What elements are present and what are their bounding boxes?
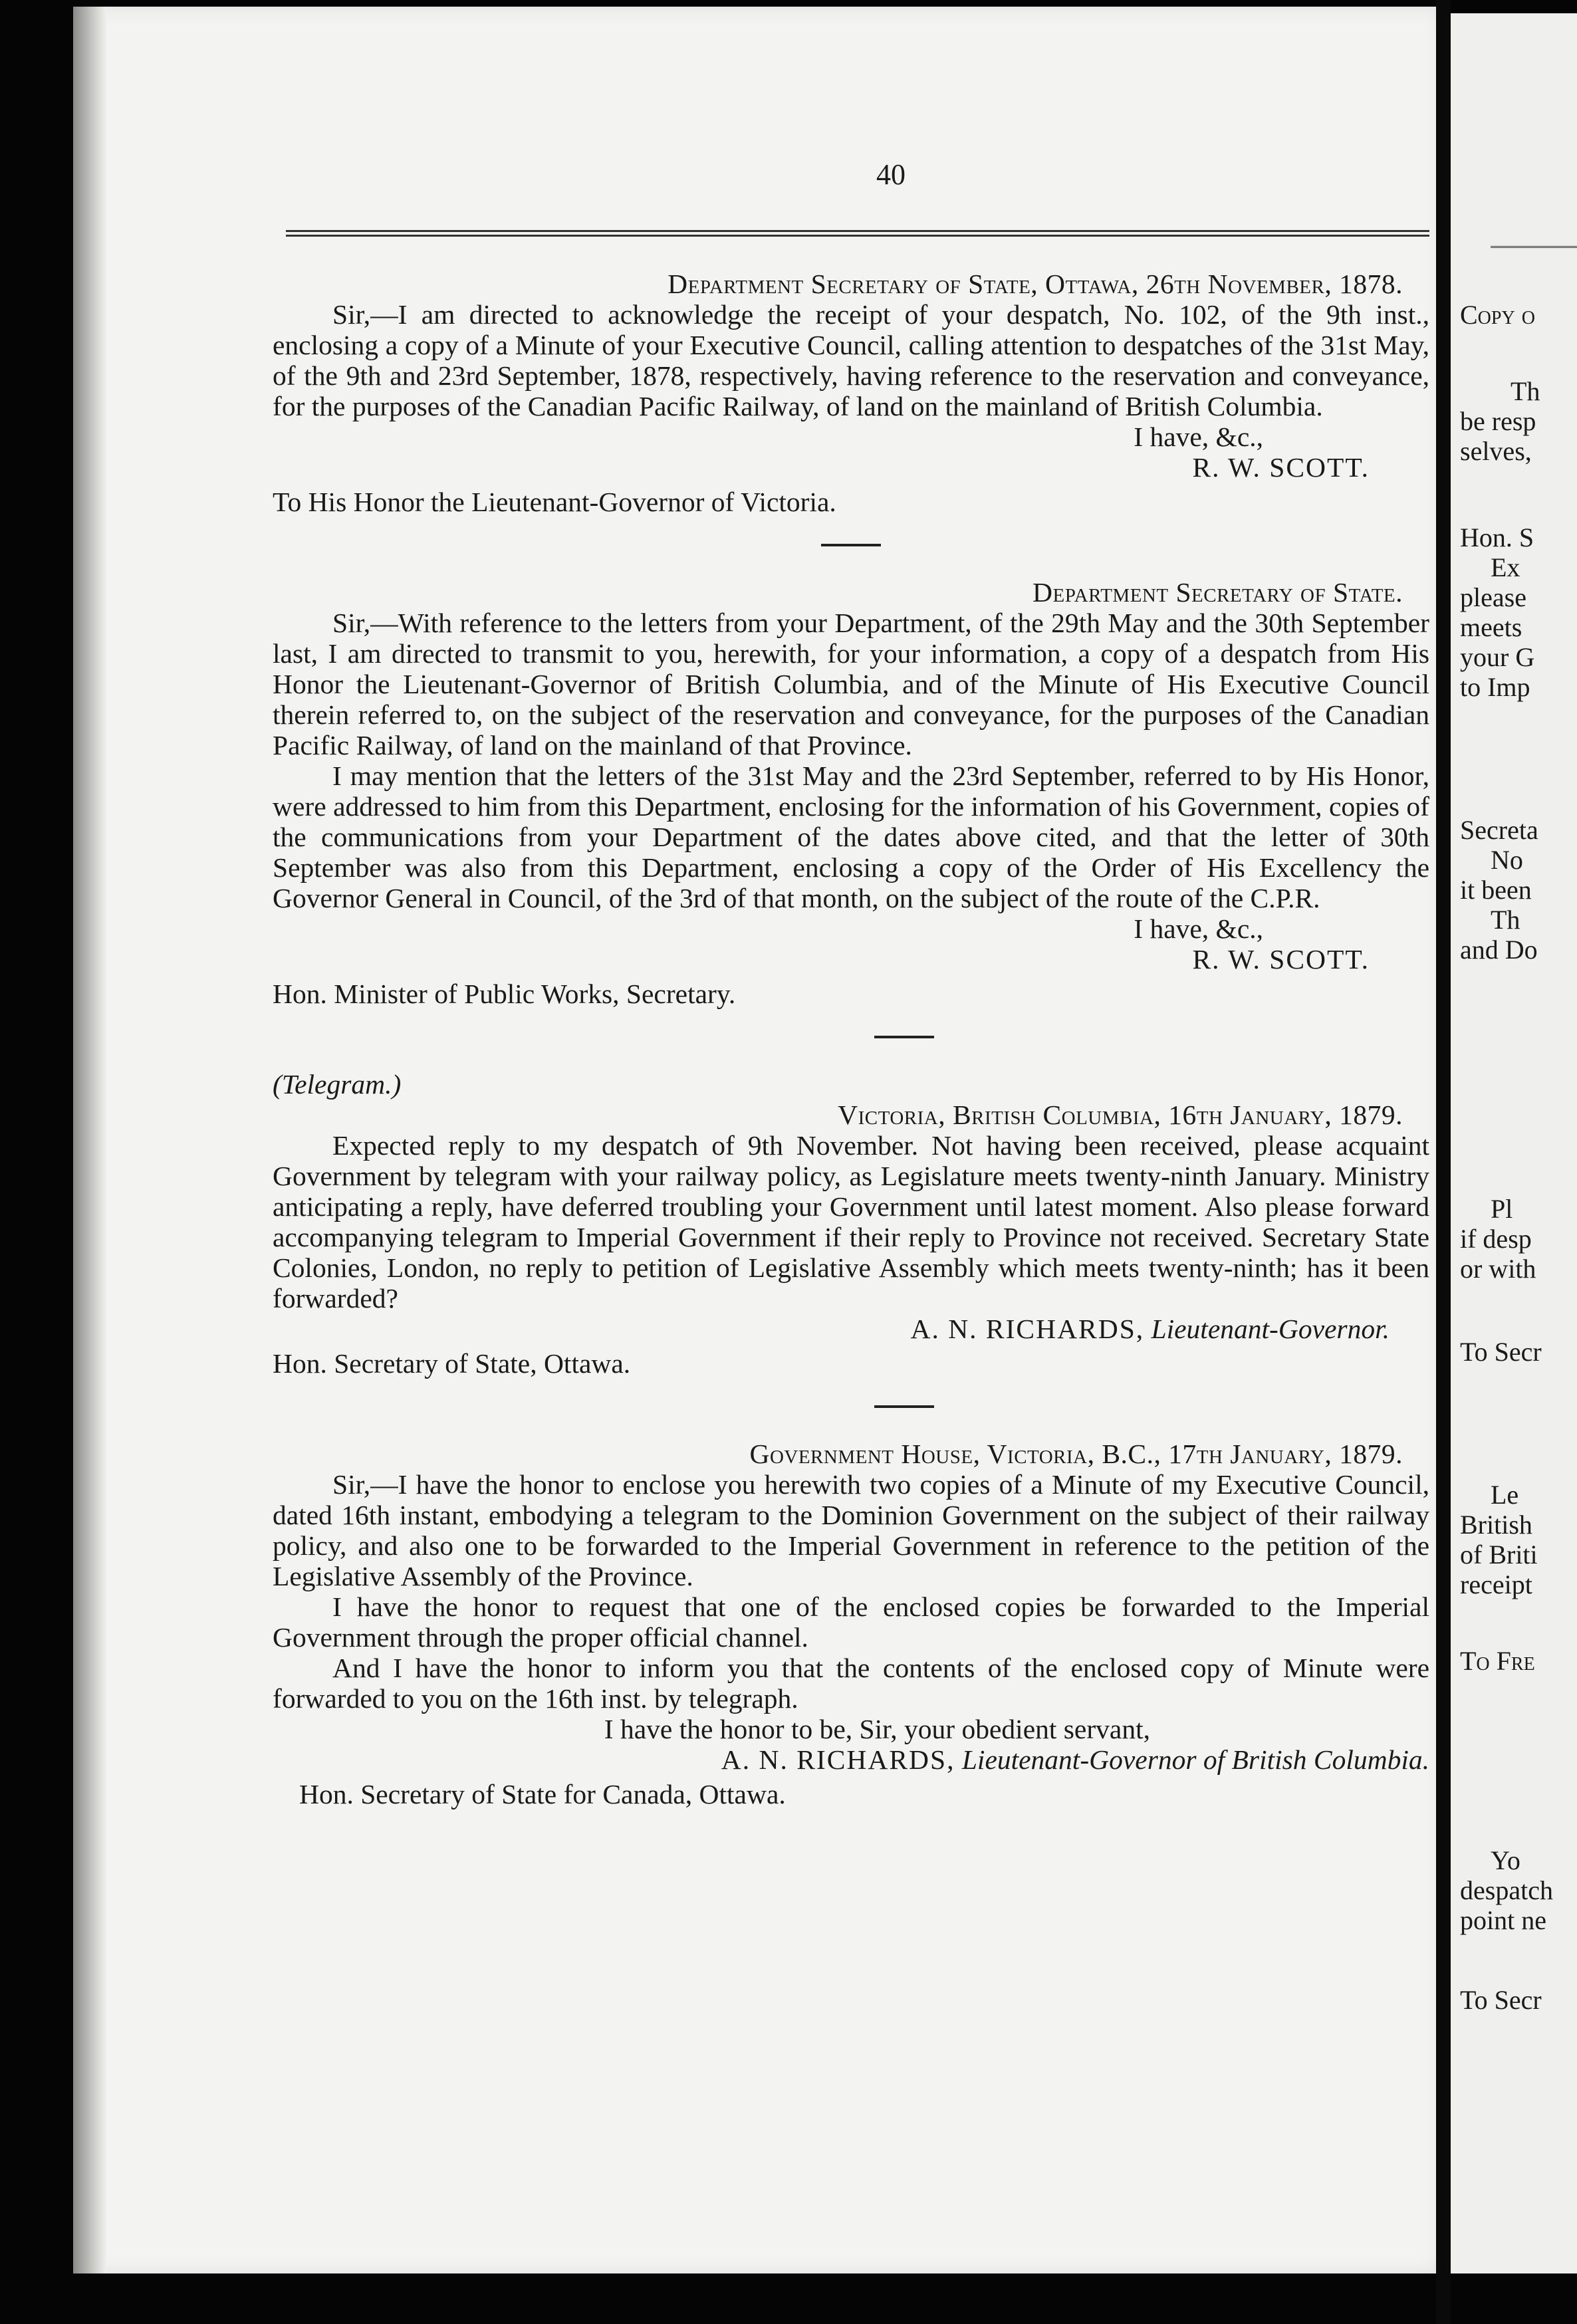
adjacent-fragment: meets	[1460, 612, 1522, 642]
adjacent-page	[1451, 13, 1577, 2273]
letter-closing: I have the honor to be, Sir, your obedient servant,	[604, 1714, 1150, 1744]
adjacent-fragment: Secreta	[1460, 815, 1538, 845]
letter-heading: Government House, Victoria, B.C., 17th January, 1879.	[749, 1439, 1403, 1469]
adjacent-fragment: To Fre	[1460, 1646, 1535, 1676]
adjacent-fragment: No	[1491, 845, 1523, 875]
adjacent-fragment: to Imp	[1460, 672, 1530, 702]
adjacent-fragment: To Secr	[1460, 1337, 1542, 1367]
letter-body: Sir,—I have the honor to enclose you herewith two copies of a Minute of my Executive Council, dated 16th instant, embodying a telegram to the Dominion Government on the subject of their railway policy, and also one to be forwarded to the Imperial Government in reference to the petition of the Legislative Assembly of the Province.	[273, 1469, 1429, 1591]
letter-2	[273, 577, 1429, 1009]
signature-name: A. N. RICHARDS,	[721, 1744, 955, 1775]
adjacent-fragment: and Do	[1460, 935, 1538, 965]
telegram-label: (Telegram.)	[273, 1069, 402, 1100]
adjacent-fragment: Ex	[1491, 552, 1520, 582]
book-gutter	[1436, 0, 1451, 2324]
adjacent-fragment: of Briti	[1460, 1540, 1538, 1569]
adjacent-fragment: despatch	[1460, 1875, 1553, 1905]
adjacent-fragment: if desp	[1460, 1224, 1532, 1254]
adjacent-fragment: Le	[1491, 1480, 1519, 1510]
letter-addressee: Hon. Secretary of State, Ottawa.	[273, 1348, 631, 1379]
adjacent-fragment: point ne	[1460, 1905, 1546, 1935]
signature-name: A. N. RICHARDS,	[910, 1314, 1145, 1344]
letter-addressee: Hon. Secretary of State for Canada, Ottawa.	[299, 1779, 786, 1809]
adjacent-fragment: Th	[1511, 376, 1540, 406]
letter-heading: Victoria, British Columbia, 16th January, 1879.	[838, 1100, 1403, 1130]
adjacent-fragment: it been	[1460, 875, 1532, 905]
letter-heading: Department Secretary of State.	[1032, 577, 1403, 608]
signature-title: Lieutenant-Governor.	[1151, 1314, 1390, 1344]
section-separator	[821, 544, 881, 546]
header-double-rule	[286, 230, 1429, 237]
adjacent-fragment: Hon. S	[1460, 523, 1534, 552]
adjacent-fragment: selves,	[1460, 436, 1532, 466]
letter-addressee: Hon. Minister of Public Works, Secretary.	[273, 979, 736, 1009]
letter-body: Sir,—I am directed to acknowledge the receipt of your despatch, No. 102, of the 9th inst., enclosing a copy of a Minute of your Executive Council, calling attention to despatches of the 31st May, of the 9th and 23rd September, 1878, respectively, having reference to the reservation and conveyance, for the purposes of the Canadian Pacific Railway, of land on the mainland of British Columbia.	[273, 299, 1429, 421]
letter-addressee: To His Honor the Lieutenant-Governor of Victoria.	[273, 487, 836, 517]
adjacent-fragment: British	[1460, 1510, 1532, 1540]
letter-heading: Department Secretary of State, Ottawa, 26th November, 1878.	[667, 269, 1403, 299]
section-separator	[874, 1405, 934, 1408]
letter-closing: I have, &c.,	[1134, 913, 1263, 944]
adjacent-fragment: Yo	[1491, 1845, 1520, 1875]
letter-body: Sir,—With reference to the letters from your Department, of the 29th May and the 30th September last, I am directed to transmit to you, herewith, for your information, a copy of a despatch from His Honor the Lieutenant-Governor of British Columbia, and of the Minute of His Executive Council therein referred to, on the subject of the reservation and conveyance, for the purposes of the Canadian Pacific Railway, of land on the mainland of that Province.	[273, 608, 1429, 760]
page-edge-shadow	[73, 7, 106, 2273]
letter-signature: R. W. SCOTT.	[1192, 452, 1370, 483]
signature-title: Lieutenant-Governor of British Columbia.	[961, 1744, 1429, 1775]
page-content	[273, 160, 1429, 1809]
letter-1	[273, 269, 1429, 517]
section-separator	[874, 1036, 934, 1038]
letter-body: Expected reply to my despatch of 9th November. Not having been received, please acquaint Government by telegram with your railway policy, as Legislature meets twenty-ninth January. Ministry anticipating a reply, have deferred troubling your Government until latest moment. Also please forward accompanying telegram to Imperial Government if their reply to Province not received. Secretary State Colonies, London, no reply to petition of Legislative Assembly which meets twenty-ninth; has it been forwarded?	[273, 1130, 1429, 1314]
adjacent-fragment: receipt	[1460, 1569, 1532, 1599]
adjacent-fragment: Copy o	[1460, 300, 1535, 330]
adjacent-fragment: be resp	[1460, 406, 1536, 436]
adjacent-fragment: To Secr	[1460, 1985, 1542, 2015]
adjacent-fragment: Pl	[1491, 1194, 1513, 1224]
page-number: 40	[876, 158, 906, 191]
adjacent-fragment: please	[1460, 582, 1526, 612]
adjacent-fragment: your G	[1460, 642, 1535, 672]
adjacent-fragment: or with	[1460, 1254, 1536, 1284]
adjacent-page-rule	[1491, 246, 1577, 252]
letter-closing: I have, &c.,	[1134, 421, 1263, 452]
letter-signature: R. W. SCOTT.	[1192, 944, 1370, 975]
letter-body: I have the honor to request that one of the enclosed copies be forwarded to the Imperial Government through the proper official channel.	[273, 1591, 1429, 1653]
adjacent-fragment: Th	[1491, 905, 1520, 935]
letter-signature	[273, 1314, 1429, 1344]
letter-4	[273, 1439, 1429, 1809]
telegram	[273, 1069, 1429, 1379]
letter-body: I may mention that the letters of the 31st May and the 23rd September, referred to by His Honor, were addressed to him from this Department, enclosing for the information of his Government, copies of the communications from your Department of the dates above cited, and that the letter of 30th September was also from this Department, enclosing a copy of the Order of His Excellency the Governor General in Council, of the 3rd of that month, on the subject of the route of the C.P.R.	[273, 760, 1429, 913]
letter-body: And I have the honor to inform you that the contents of the enclosed copy of Minute were forwarded to you on the 16th inst. by telegraph.	[273, 1653, 1429, 1714]
letter-signature	[273, 1744, 1429, 1775]
